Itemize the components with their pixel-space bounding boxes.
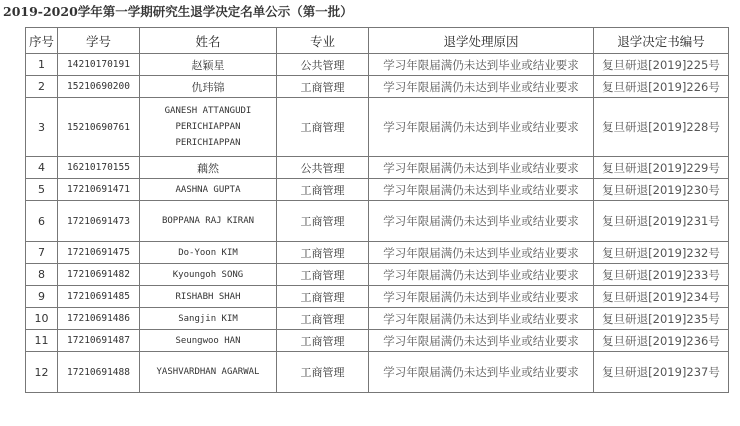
cell-doc: 复旦研退[2019]231号 (594, 201, 729, 242)
cell-name: Sangjin KIM (140, 308, 277, 330)
cell-id: 17210691488 (58, 352, 140, 393)
cell-name: Do-Yoon KIM (140, 242, 277, 264)
cell-doc: 复旦研退[2019]229号 (594, 157, 729, 179)
cell-id: 16210170155 (58, 157, 140, 179)
cell-major: 工商管理 (277, 242, 369, 264)
table-row (26, 242, 729, 264)
cell-major: 工商管理 (277, 308, 369, 330)
table-row (26, 157, 729, 179)
cell-major: 工商管理 (277, 330, 369, 352)
cell-reason: 学习年限届满仍未达到毕业或结业要求 (369, 352, 594, 393)
cell-id: 17210691486 (58, 308, 140, 330)
cell-major: 工商管理 (277, 352, 369, 393)
cell-no: 7 (26, 242, 58, 264)
cell-no: 11 (26, 330, 58, 352)
cell-reason: 学习年限届满仍未达到毕业或结业要求 (369, 157, 594, 179)
cell-doc: 复旦研退[2019]236号 (594, 330, 729, 352)
cell-id: 15210690761 (58, 98, 140, 157)
cell-name: 仇玮锦 (140, 76, 277, 98)
cell-name: GANESH ATTANGUDI PERICHIAPPAN PERICHIAPPAN (140, 98, 277, 157)
cell-reason: 学习年限届满仍未达到毕业或结业要求 (369, 286, 594, 308)
cell-id: 17210691482 (58, 264, 140, 286)
cell-reason: 学习年限届满仍未达到毕业或结业要求 (369, 264, 594, 286)
cell-major: 工商管理 (277, 201, 369, 242)
header-name: 姓名 (140, 28, 277, 54)
header-major: 专业 (277, 28, 369, 54)
cell-id: 17210691475 (58, 242, 140, 264)
cell-doc: 复旦研退[2019]226号 (594, 76, 729, 98)
cell-no: 3 (26, 98, 58, 157)
cell-doc: 复旦研退[2019]228号 (594, 98, 729, 157)
cell-doc: 复旦研退[2019]225号 (594, 54, 729, 76)
cell-name: Seungwoo HAN (140, 330, 277, 352)
table-row (26, 264, 729, 286)
cell-reason: 学习年限届满仍未达到毕业或结业要求 (369, 330, 594, 352)
cell-major: 工商管理 (277, 179, 369, 201)
cell-doc: 复旦研退[2019]235号 (594, 308, 729, 330)
table-row (26, 98, 729, 157)
cell-name: 藕然 (140, 157, 277, 179)
cell-id: 14210170191 (58, 54, 140, 76)
cell-name: 赵颖星 (140, 54, 277, 76)
cell-no: 9 (26, 286, 58, 308)
table-row (26, 330, 729, 352)
cell-reason: 学习年限届满仍未达到毕业或结业要求 (369, 308, 594, 330)
cell-major: 公共管理 (277, 157, 369, 179)
cell-no: 10 (26, 308, 58, 330)
header-no: 序号 (26, 28, 58, 54)
cell-no: 2 (26, 76, 58, 98)
header-doc: 退学决定书编号 (594, 28, 729, 54)
cell-name: AASHNA GUPTA (140, 179, 277, 201)
cell-name: YASHVARDHAN AGARWAL (140, 352, 277, 393)
cell-doc: 复旦研退[2019]237号 (594, 352, 729, 393)
table-header-row (26, 28, 729, 54)
cell-major: 工商管理 (277, 286, 369, 308)
cell-no: 12 (26, 352, 58, 393)
table-row (26, 179, 729, 201)
cell-id: 17210691487 (58, 330, 140, 352)
cell-doc: 复旦研退[2019]232号 (594, 242, 729, 264)
cell-no: 6 (26, 201, 58, 242)
withdrawal-table (25, 27, 729, 393)
cell-reason: 学习年限届满仍未达到毕业或结业要求 (369, 179, 594, 201)
cell-reason: 学习年限届满仍未达到毕业或结业要求 (369, 54, 594, 76)
page-title: 2019-2020学年第一学期研究生退学决定名单公示（第一批） (3, 4, 353, 19)
table-row (26, 76, 729, 98)
cell-doc: 复旦研退[2019]234号 (594, 286, 729, 308)
cell-id: 17210691473 (58, 201, 140, 242)
cell-no: 8 (26, 264, 58, 286)
table-row (26, 352, 729, 393)
cell-major: 工商管理 (277, 264, 369, 286)
cell-name: Kyoungoh SONG (140, 264, 277, 286)
cell-id: 17210691471 (58, 179, 140, 201)
table-row (26, 54, 729, 76)
cell-major: 工商管理 (277, 76, 369, 98)
cell-doc: 复旦研退[2019]233号 (594, 264, 729, 286)
header-id: 学号 (58, 28, 140, 54)
header-reason: 退学处理原因 (369, 28, 594, 54)
cell-id: 17210691485 (58, 286, 140, 308)
cell-doc: 复旦研退[2019]230号 (594, 179, 729, 201)
cell-id: 15210690200 (58, 76, 140, 98)
cell-reason: 学习年限届满仍未达到毕业或结业要求 (369, 98, 594, 157)
cell-no: 1 (26, 54, 58, 76)
cell-no: 4 (26, 157, 58, 179)
cell-major: 公共管理 (277, 54, 369, 76)
cell-major: 工商管理 (277, 98, 369, 157)
cell-reason: 学习年限届满仍未达到毕业或结业要求 (369, 242, 594, 264)
cell-reason: 学习年限届满仍未达到毕业或结业要求 (369, 201, 594, 242)
table-row (26, 286, 729, 308)
cell-reason: 学习年限届满仍未达到毕业或结业要求 (369, 76, 594, 98)
cell-no: 5 (26, 179, 58, 201)
table-row (26, 308, 729, 330)
table-row (26, 201, 729, 242)
cell-name: RISHABH SHAH (140, 286, 277, 308)
cell-name: BOPPANA RAJ KIRAN (140, 201, 277, 242)
